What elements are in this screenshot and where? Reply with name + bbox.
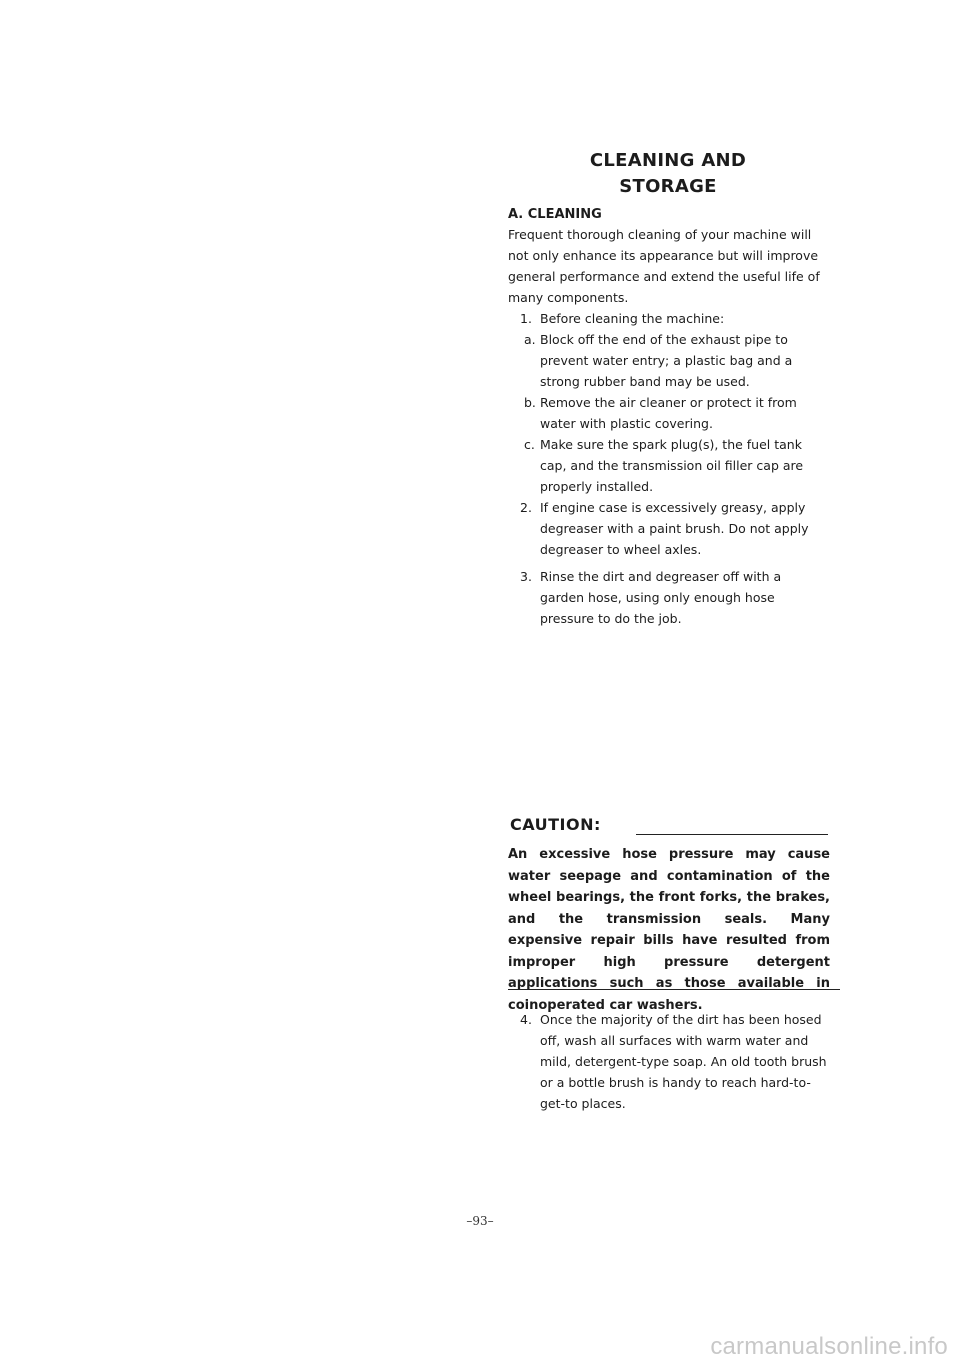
section-heading: A. CLEANING — [508, 207, 602, 222]
caution-bottom-rule — [508, 989, 840, 990]
substep-text: Block off the end of the exhaust pipe to prevent water entry; a plastic bag and a strong rubber band may be used. — [540, 332, 793, 389]
step-4 — [508, 1009, 828, 1114]
watermark: carmanualsonline.info — [710, 1333, 948, 1360]
step-1 — [508, 308, 828, 329]
title-line-1: CLEANING AND — [589, 150, 747, 171]
caution-label: CAUTION: — [510, 815, 601, 834]
step-2 — [508, 497, 828, 560]
substep-c — [508, 434, 828, 497]
step-number: 1. — [520, 311, 532, 326]
substep-a — [508, 329, 828, 392]
substep-label: b. — [524, 395, 536, 410]
step-text: Before cleaning the machine: — [540, 311, 725, 326]
caution-header — [508, 815, 828, 839]
title-line-2: STORAGE — [619, 176, 717, 197]
page-number: –93– — [466, 1214, 494, 1228]
intro-paragraph: Frequent thorough cleaning of your machine will not only enhance its appearance but will improve general performance and extend the useful life of many components. — [508, 227, 820, 305]
step-3 — [508, 566, 828, 629]
step-4-item — [508, 1009, 828, 1114]
substep-label: c. — [524, 437, 535, 452]
caution-rule — [636, 834, 828, 835]
step-text: Rinse the dirt and degreaser off with a garden hose, using only enough hose pressure to do the job. — [540, 569, 782, 626]
substep-text: Make sure the spark plug(s), the fuel tank cap, and the transmission oil filler cap are properly installed. — [540, 437, 804, 494]
step-number: 3. — [520, 569, 532, 584]
steps-list — [508, 308, 828, 629]
page-title — [508, 148, 828, 200]
substep-text: Remove the air cleaner or protect it from water with plastic covering. — [540, 395, 797, 431]
substep-label: a. — [524, 332, 536, 347]
caution-text: An excessive hose pressure may cause water seepage and contamination of the wheel bearings, the front forks, the brakes, and the transmission seals. Many expensive repair bills have resulted from improper high pressure detergent applications such as those available in coinoperated car washers. — [508, 847, 830, 1013]
step-text: Once the majority of the dirt has been hosed off, wash all surfaces with warm water and mild, detergent-type soap. An old tooth brush or a bottle brush is handy to reach hard-to-get-to places. — [540, 1012, 827, 1111]
step-number: 4. — [520, 1012, 532, 1027]
step-number: 2. — [520, 500, 532, 515]
step-text: If engine case is excessively greasy, apply degreaser with a paint brush. Do not apply degreaser to wheel axles. — [540, 500, 809, 557]
substep-b — [508, 392, 828, 434]
